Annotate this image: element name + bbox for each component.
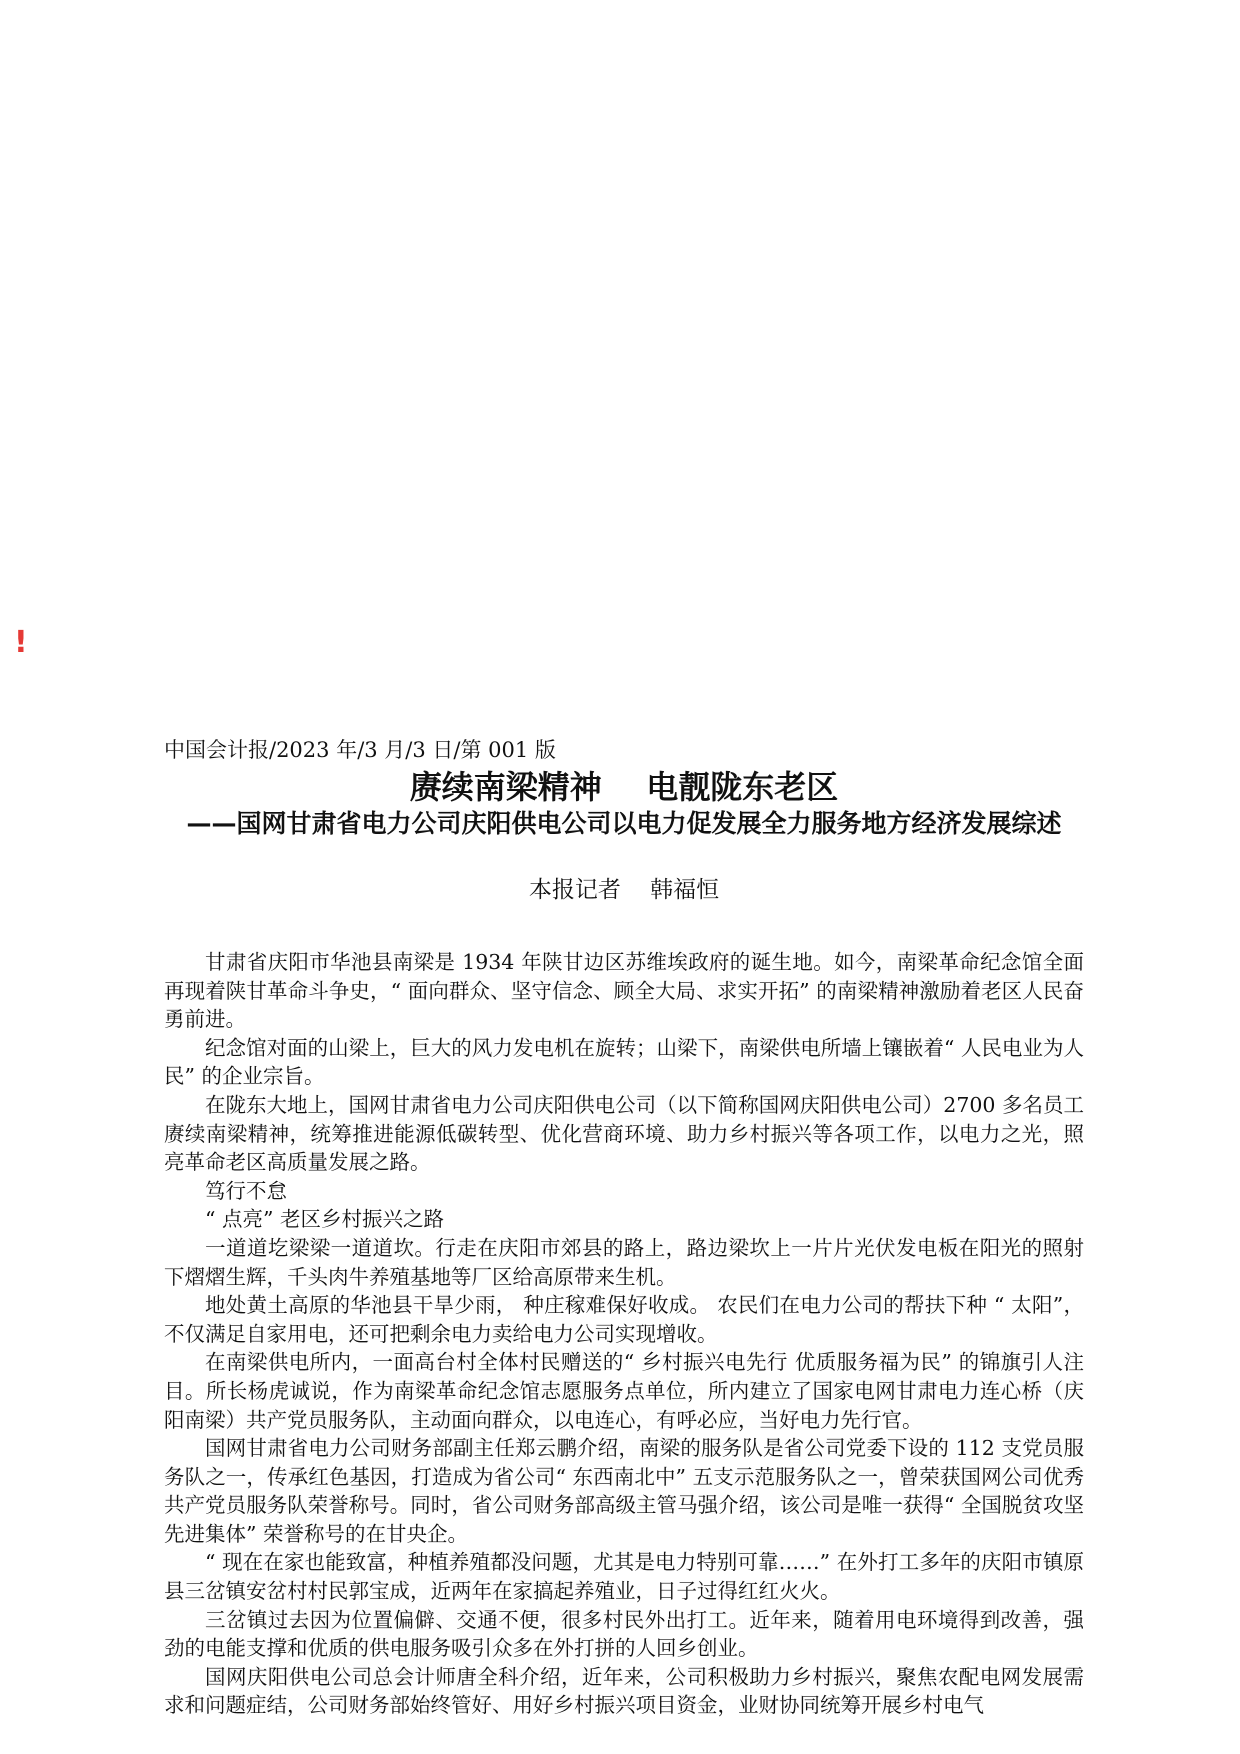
paragraph: 一道道圪梁梁一道道坎。行走在庆阳市郊县的路上，路边梁坎上一片片光伏发电板在阳光的照射下熠熠生辉，千头肉牛养殖基地等厂区给高原带来生机。 <box>164 1235 1084 1289</box>
paragraph: 甘肃省庆阳市华池县南梁是 1934 年陕甘边区苏维埃政府的诞生地。如今，南梁革命纪念馆全面再现着陕甘革命斗争史，“ 面向群众、坚守信念、顾全大局、求实开拓” 的南梁精神激励着老区人民奋勇前进。 <box>164 950 1084 1032</box>
paragraph: 在陇东大地上，国网甘肃省电力公司庆阳供电公司（以下简称国网庆阳供电公司）2700 多名员工赓续南梁精神，统筹推进能源低碳转型、优化营商环境、助力乡村振兴等各项工作，以电力之光，照亮革命老区高质量发展之路。 <box>164 1092 1084 1175</box>
article-title: 赓续南梁精神 电靓陇东老区 <box>409 768 839 806</box>
paragraph: 纪念馆对面的山梁上，巨大的风力发电机在旋转；山梁下，南梁供电所墙上镶嵌着“ 人民电业为人民” 的企业宗旨。 <box>164 1035 1084 1089</box>
article <box>164 735 1084 1720</box>
paragraph: “ 现在在家也能致富，种植养殖都没问题，尤其是电力特别可靠……” 在外打工多年的庆阳市镇原县三岔镇安岔村村民郭宝成，近两年在家搞起养殖业，日子过得红红火火。 <box>164 1550 1084 1604</box>
red-exclamation-mark: ! <box>14 625 28 660</box>
paragraph: 在南梁供电所内，一面高台村全体村民赠送的“ 乡村振兴电先行 优质服务福为民” 的锦旗引人注目。所长杨虎诚说，作为南梁革命纪念馆志愿服务点单位，所内建立了国家电网甘肃电力连心桥（庆阳南梁）共产党员服务队，主动面向群众，以电连心，有呼必应，当好电力先行官。 <box>164 1350 1084 1432</box>
paragraph: 国网庆阳供电公司总会计师唐全科介绍，近年来，公司积极助力乡村振兴，聚焦农配电网发展需求和问题症结，公司财务部始终管好、用好乡村振兴项目资金，业财协同统筹开展乡村电气 <box>164 1664 1084 1718</box>
article-subtitle: ——国网甘肃省电力公司庆阳供电公司以电力促发展全力服务地方经济发展综述 <box>186 809 1062 838</box>
paragraph: 国网甘肃省电力公司财务部副主任郑云鹏介绍，南梁的服务队是省公司党委下设的 112 支党员服务队之一，传承红色基因，打造成为省公司“ 东西南北中” 五支示范服务队之一，曾荣获国网公司优秀共产党员服务队荣誉称号。同时，省公司财务部高级主管马强介绍，该公司是唯一获得“ 全国脱贫攻坚先进集体” 荣誉称号的在甘央企。 <box>164 1436 1084 1546</box>
article-body <box>164 948 1084 1720</box>
paragraph: 地处黄土高原的华池县干旱少雨， 种庄稼难保好收成。 农民们在电力公司的帮扶下种 “ 太阳”，不仅满足自家用电，还可把剩余电力卖给电力公司实现增收。 <box>164 1293 1084 1346</box>
section-heading: 笃行不怠 <box>205 1178 287 1203</box>
article-source: 中国会计报/2023 年/3 月/3 日/第 001 版 <box>164 738 556 762</box>
paragraph: 三岔镇过去因为位置偏僻、交通不便，很多村民外出打工。近年来，随着用电环境得到改善，强劲的电能支撑和优质的供电服务吸引众多在外打拼的人回乡创业。 <box>164 1607 1084 1661</box>
article-byline: 本报记者 韩福恒 <box>528 877 720 903</box>
section-heading: “ 点亮” 老区乡村振兴之路 <box>205 1207 444 1232</box>
